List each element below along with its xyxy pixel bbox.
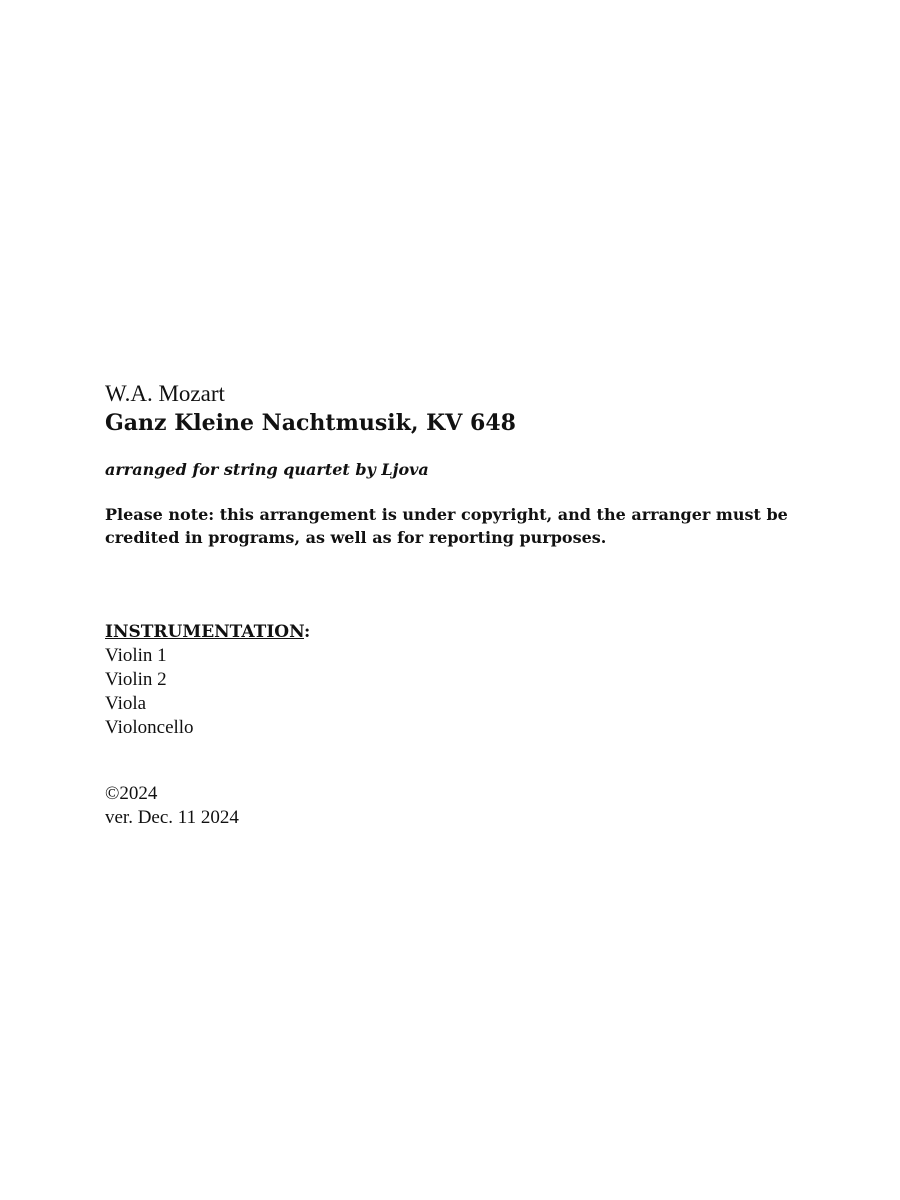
instrumentation-heading-text: INSTRUMENTATION	[105, 622, 305, 642]
instrument-item: Viola	[105, 693, 147, 714]
version-date: ver. Dec. 11 2024	[105, 807, 239, 828]
instrumentation-heading-colon: :	[304, 622, 311, 642]
copyright-year: ©2024	[105, 783, 158, 804]
cover-footer	[105, 782, 825, 830]
instrument-item: Violoncello	[105, 717, 194, 738]
copyright-note: Please note: this arrangement is under copyright, and the arranger must be credited in programs, as well as for reporting purposes.	[105, 505, 788, 547]
instrumentation-list	[105, 644, 825, 740]
instrument-item: Violin 2	[105, 669, 167, 690]
instrument-item: Violin 1	[105, 645, 167, 666]
composer-name: W.A. Mozart	[105, 381, 225, 406]
piece-title: Ganz Kleine Nachtmusik, KV 648	[105, 410, 516, 436]
instrumentation-heading	[105, 620, 825, 644]
cover-content	[105, 380, 825, 830]
arranger-credit: arranged for string quartet by Ljova	[105, 460, 429, 479]
